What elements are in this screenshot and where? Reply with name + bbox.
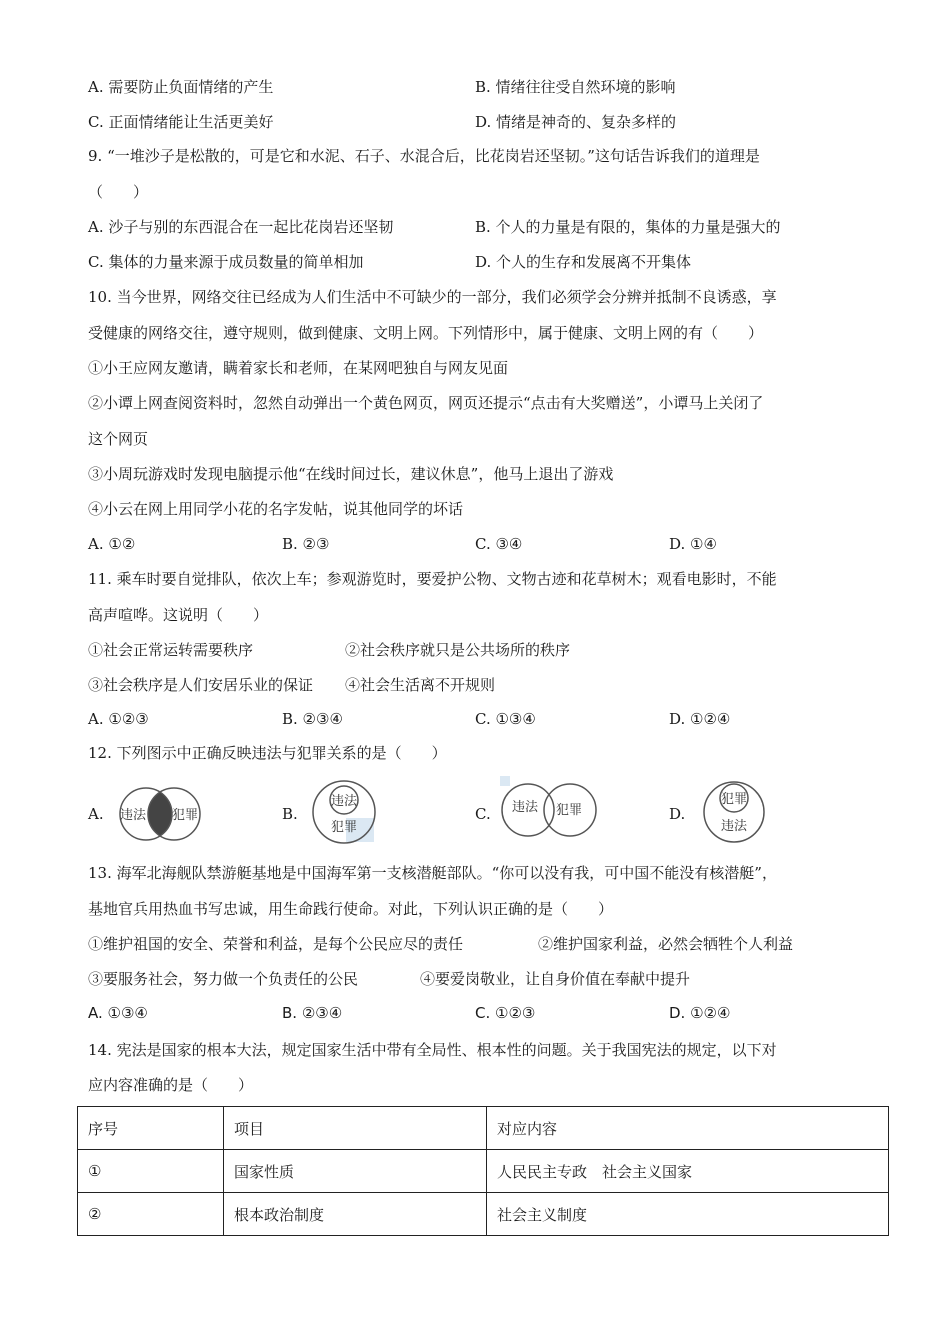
table-row [78, 1150, 889, 1193]
q11-statement-2: ②社会秩序就只是公共场所的秩序 [345, 641, 571, 659]
q9-option-c: C. 集体的力量来源于成员数量的简单相加 [88, 253, 364, 271]
table-header-cell: 序号 [78, 1107, 224, 1150]
q12-c-weifa: 违法 [512, 800, 539, 815]
q10-option-c: C. ③④ [475, 535, 523, 553]
q12-option-a-label: A. [88, 805, 104, 823]
q12-diagram-a [112, 784, 208, 844]
q13-statement-4: ④要爱岗敬业，让自身价值在奉献中提升 [420, 970, 691, 988]
q12-d-weifa: 违法 [721, 819, 748, 834]
q11-statement-1: ①社会正常运转需要秩序 [88, 641, 254, 659]
q12-option-c-label: C. [475, 805, 491, 823]
table-cell: ① [78, 1150, 224, 1193]
q8-option-b: B. 情绪往往受自然环境的影响 [475, 78, 676, 96]
q13-option-d: D. ①②④ [669, 1004, 731, 1022]
q12-option-d-label: D. [669, 805, 686, 823]
q11-statement-4: ④社会生活离不开规则 [345, 676, 496, 694]
q11-statement-3: ③社会秩序是人们安居乐业的保证 [88, 676, 314, 694]
q11-option-d: D. ①②④ [669, 710, 731, 728]
q12-c-fanzui: 犯罪 [556, 803, 583, 818]
q10-option-d: D. ①④ [669, 535, 717, 553]
q12-option-b-label: B. [282, 805, 298, 823]
q10-statement-2b: 这个网页 [88, 430, 149, 448]
q10-statement-3: ③小周玩游戏时发现电脑提示他“在线时间过长，建议休息”，他马上退出了游戏 [88, 465, 614, 483]
q9-stem-line2: （ ） [88, 183, 149, 201]
q9-option-a: A. 沙子与别的东西混合在一起比花岗岩还坚韧 [88, 218, 394, 236]
q13-option-c: C. ①②③ [475, 1004, 536, 1022]
q13-statement-3: ③要服务社会，努力做一个负责任的公民 [88, 970, 359, 988]
q12-diagram-c [500, 776, 600, 842]
q10-statement-1: ①小王应网友邀请，瞒着家长和老师，在某网吧独自与网友见面 [88, 359, 509, 377]
q13-option-b: B. ②③④ [282, 1004, 343, 1022]
q12-b-weifa: 违法 [331, 794, 358, 809]
q10-statement-2a: ②小谭上网查阅资料时，忽然自动弹出一个黄色网页，网页还提示“点击有大奖赠送”，小谭马上关闭了 [88, 394, 764, 412]
q10-stem-line1: 10. 当今世界，网络交往已经成为人们生活中不可缺少的一部分，我们必须学会分辨并抵制不良诱惑，享 [88, 288, 777, 306]
q8-option-c: C. 正面情绪能让生活更美好 [88, 113, 274, 131]
q12-a-fanzui: 犯罪 [172, 808, 199, 823]
q9-stem-line1: 9. “一堆沙子是松散的，可是它和水泥、石子、水混合后，比花岗岩还坚韧。”这句话告诉我们的道理是 [88, 147, 760, 165]
q11-option-c: C. ①③④ [475, 710, 536, 728]
q12-b-fanzui: 犯罪 [331, 820, 358, 835]
q12-diagram-b [306, 778, 386, 846]
table-cell: 人民民主专政 社会主义国家 [487, 1150, 889, 1193]
q11-option-b: B. ②③④ [282, 710, 343, 728]
table-header-row [78, 1107, 889, 1150]
q11-stem-line2: 高声喧哗。这说明（ ） [88, 606, 269, 624]
q9-option-d: D. 个人的生存和发展离不开集体 [475, 253, 692, 271]
q10-stem-line2: 受健康的网络交往，遵守规则，做到健康、文明上网。下列情形中，属于健康、文明上网的有（ ） [88, 324, 764, 342]
q13-option-a: A. ①③④ [88, 1004, 148, 1022]
q13-statement-2: ②维护国家利益，必然会牺牲个人利益 [538, 935, 794, 953]
q10-option-a: A. ①② [88, 535, 136, 553]
q8-option-d: D. 情绪是神奇的、复杂多样的 [475, 113, 677, 131]
table-row [78, 1193, 889, 1236]
q14-stem-line2: 应内容准确的是（ ） [88, 1076, 254, 1094]
q12-a-weifa: 违法 [120, 808, 147, 823]
table-cell: 社会主义制度 [487, 1193, 889, 1236]
q12-d-fanzui: 犯罪 [721, 792, 748, 807]
table-header-cell: 项目 [224, 1107, 487, 1150]
q10-option-b: B. ②③ [282, 535, 330, 553]
table-cell: ② [78, 1193, 224, 1236]
q14-table [77, 1106, 889, 1236]
q13-stem-line2: 基地官兵用热血书写忠诚，用生命践行使命。对此，下列认识正确的是（ ） [88, 900, 614, 918]
q11-option-a: A. ①②③ [88, 710, 149, 728]
q9-option-b: B. 个人的力量是有限的，集体的力量是强大的 [475, 218, 781, 236]
q12-stem: 12. 下列图示中正确反映违法与犯罪关系的是（ ） [88, 744, 447, 762]
table-header-cell: 对应内容 [487, 1107, 889, 1150]
q10-statement-4: ④小云在网上用同学小花的名字发帖，说其他同学的坏话 [88, 500, 464, 518]
table-cell: 根本政治制度 [224, 1193, 487, 1236]
q13-stem-line1: 13. 海军北海舰队禁游艇基地是中国海军第一支核潜艇部队。“你可以没有我，可中国不能没有核潜艇”， [88, 864, 777, 882]
q12-diagram-d [700, 778, 770, 846]
q11-stem-line1: 11. 乘车时要自觉排队，依次上车；参观游览时，要爱护公物、文物古迹和花草树木；观看电影时，不能 [88, 570, 777, 588]
q8-option-a: A. 需要防止负面情绪的产生 [88, 78, 274, 96]
table-cell: 国家性质 [224, 1150, 487, 1193]
q14-stem-line1: 14. 宪法是国家的根本大法，规定国家生活中带有全局性、根本性的问题。关于我国宪法的规定，以下对 [88, 1041, 777, 1059]
q13-statement-1: ①维护祖国的安全、荣誉和利益，是每个公民应尽的责任 [88, 935, 464, 953]
